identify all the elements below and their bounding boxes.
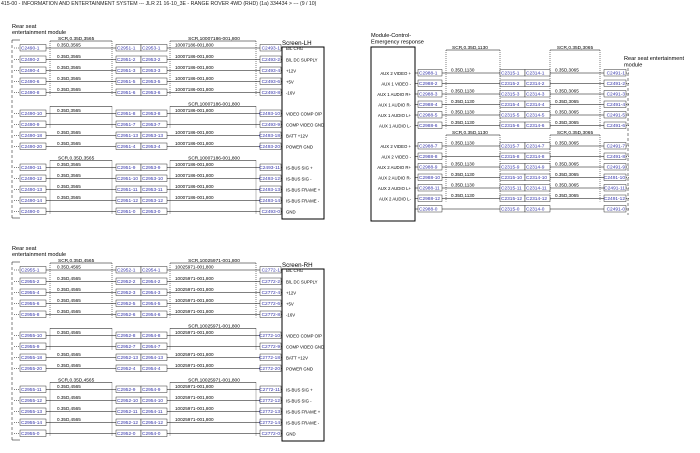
rh-wire-label: 0.35D,4565: [57, 330, 81, 336]
lh-scr-left-0: SCR,0.35D,3565: [58, 37, 95, 42]
aux-wire-label: 0.35D,3065: [555, 67, 579, 73]
rh-connector-left: C2955-10: [21, 333, 43, 339]
aux-connector-inline-a: C2315-3: [501, 92, 520, 98]
rh-wire-label: 0.35D,4565: [57, 298, 81, 304]
lh-wire-label: 10007186-001,800: [175, 108, 214, 114]
rh-connector-right: C2772-2: [261, 279, 280, 285]
lh-pin-function: IS-BUS SIG -: [286, 176, 312, 182]
lh-connector-left: C2490-9: [21, 122, 40, 128]
aux-connector-inline-b: C2314-8: [526, 154, 545, 160]
rh-wire-label: 10025971-001,800: [175, 406, 214, 412]
aux-connector-right: C2491-8: [606, 154, 625, 160]
lh-pin-function: IS-BUS FRAME -: [286, 198, 320, 204]
rh-connector-inline-b: C2954-9: [142, 387, 161, 393]
lh-connector-inline-a: C2951-0: [117, 209, 136, 215]
aux-left-title: Module-Control-: [371, 33, 412, 39]
aux-wire-label: 0.35D,3065: [555, 172, 579, 178]
lh-pin-function: +12V: [286, 68, 297, 74]
lh-wire-label: 0.35D,3565: [57, 162, 81, 168]
lh-scr-left-2: SCR,0.35D,3565: [58, 156, 95, 162]
lh-wire-label: 0.35D,3565: [57, 54, 81, 60]
aux-connector-inline-a: C2315-0: [501, 207, 520, 213]
aux-wire-label: 0.35D,3065: [555, 120, 579, 126]
lh-connector-inline-a: C2951-3: [117, 68, 136, 74]
rh-connector-inline-b: C2954-4: [142, 366, 161, 372]
aux-connector-inline-b: C2314-7: [526, 144, 545, 150]
lh-wire-label: 0.35D,3565: [57, 42, 81, 48]
lh-connector-inline-a: C2951-4: [117, 144, 136, 150]
aux-connector-left: C2988-9: [419, 165, 438, 171]
aux-connector-left: C2988-3: [419, 92, 438, 98]
rh-connector-right: C2772-14: [258, 420, 280, 426]
rh-connector-left: C2955-9: [21, 344, 40, 350]
lh-connector-left: C2490-10: [21, 111, 43, 117]
page-header: 415-00 - INFORMATION AND ENTERTAINMENT SYSTEM --- JLR 21 16-10_3E - RANGE ROVER 4WD (RHD) (1a) 334434 > --- (9 / 10): [1, 1, 317, 7]
lh-screen-title: Screen-LH: [282, 40, 312, 47]
rh-connector-inline-a: C2952-7: [117, 344, 136, 350]
aux-connector-inline-b: C2314-0: [526, 207, 545, 213]
lh-connector-left: C2490-8: [21, 90, 40, 96]
rh-pin-function: B/L CHG: [286, 268, 304, 273]
rh-connector-inline-b: C2954-3: [142, 290, 161, 296]
lh-connector-inline-b: C2953-2: [142, 57, 161, 63]
rh-wire-label: 10025971-001,800: [175, 384, 214, 390]
aux-connector-inline-b: C2314-3: [526, 92, 545, 98]
lh-connector-left: C2490-18: [21, 133, 43, 139]
aux-connector-right: C2491-5: [606, 113, 625, 119]
aux-connector-right: C2491-4: [606, 102, 625, 108]
rh-scr-right-0: SCR,10025971-001,800: [188, 259, 240, 264]
lh-connector-inline-b: C2953-12: [142, 198, 164, 204]
lh-connector-left: C2490-13: [21, 187, 43, 193]
aux-connector-left: C2988-4: [419, 102, 438, 108]
lh-pin-function: -16V: [286, 90, 296, 96]
aux-scr-left-1: SCR,0.35D,1130: [452, 131, 488, 136]
rh-scr-right-1: SCR,10025971-001,800: [188, 324, 240, 330]
lh-connector-inline-b: C2953-8: [142, 111, 161, 117]
rh-wire-label: 0.35D,4565: [57, 276, 81, 282]
aux-connector-inline-a: C2315-12: [501, 196, 523, 202]
rh-connector-right: C2772-10: [258, 333, 280, 339]
lh-connector-inline-a: C2951-5: [117, 79, 136, 85]
aux-pin-function: AUX 1 AUDIO L-: [379, 123, 411, 129]
rh-pin-function: +5V: [286, 301, 294, 307]
aux-connector-inline-a: C2315-4: [501, 102, 520, 108]
rh-pin-function: BATT +12V: [286, 355, 308, 361]
rh-connector-inline-b: C2954-12: [142, 420, 164, 426]
lh-wire-label: 10007186-001,800: [175, 195, 214, 201]
aux-connector-inline-a: C2315-9: [501, 165, 520, 171]
rh-connector-inline-b: C2954-11: [142, 409, 163, 415]
rh-pin-function: VIDEO COMP O/P: [286, 333, 322, 339]
aux-wire-label: 0.35D,3065: [555, 193, 579, 199]
lh-wire-label: 10007186-001,800: [175, 130, 214, 136]
lh-scr-right-2: SCR,10007186-001,800: [188, 156, 240, 162]
rh-connector-right: C2772-12: [258, 398, 280, 404]
aux-pin-function: AUX 2 AUDIO L-: [379, 196, 411, 202]
lh-connector-inline-b: C2953-6: [142, 90, 161, 96]
lh-connector-right: C2493-10: [258, 111, 280, 117]
lh-connector-right: C2493-13: [258, 187, 280, 193]
aux-connector-right: C2491-12: [603, 196, 625, 202]
lh-pin-function: B/L DC SUPPLY: [286, 57, 318, 63]
aux-connector-right: C2491-10: [603, 175, 625, 181]
aux-connector-inline-a: C2315-1: [501, 71, 520, 77]
lh-wire-label: 0.35D,3565: [57, 108, 81, 114]
rh-connector-inline-a: C2952-5: [117, 301, 136, 307]
lh-connector-right: C2493-14: [258, 198, 280, 204]
aux-wire-label: 0.35D,1130: [451, 182, 475, 188]
lh-scr-right-0: SCR,10007186-001,800: [188, 37, 240, 42]
aux-pin-function: AUX 2 AUDIO L+: [377, 186, 411, 191]
aux-connector-inline-b: C2314-5: [526, 113, 545, 119]
lh-connector-left: C2490-0: [21, 209, 40, 215]
lh-connector-inline-b: C2953-4: [142, 144, 161, 150]
rh-connector-left: C2955-0: [21, 431, 40, 437]
rh-connector-left: C2955-18: [21, 355, 43, 361]
aux-connector-inline-b: C2314-10: [526, 175, 548, 181]
lh-connector-left: C2490-2: [21, 57, 40, 63]
lh-connector-right: C2493-8: [261, 90, 280, 96]
lh-wire-label: 0.35D,3565: [57, 65, 81, 71]
aux-wire-label: 0.35D,1130: [451, 172, 475, 178]
rh-connector-left: C2955-8: [21, 312, 40, 318]
rh-connector-inline-a: C2952-0: [117, 431, 136, 437]
aux-connector-right: C2491-2: [606, 81, 625, 87]
lh-wire-label: 0.35D,3565: [57, 87, 81, 93]
rh-wire-label: 10025971-001,800: [175, 298, 214, 304]
lh-wire-label: 0.35D,3565: [57, 195, 81, 201]
lh-connector-inline-a: C2951-13: [117, 133, 139, 139]
rh-wire-label: 0.35D,4565: [57, 309, 81, 315]
rh-connector-inline-a: C2952-8: [117, 333, 136, 339]
aux-connector-inline-a: C2315-11: [501, 186, 522, 192]
lh-connector-inline-b: C2953-3: [142, 68, 161, 74]
lh-wire-label: 0.35D,3565: [57, 173, 81, 179]
lh-wire-label: 0.35D,3565: [57, 130, 81, 136]
rh-pin-function: IS-BUS SIG +: [286, 387, 313, 393]
rh-wire-label: 10025971-001,800: [175, 417, 214, 423]
lh-wire-label: 10007186-001,800: [175, 184, 214, 190]
lh-connector-right: C2493-2: [261, 57, 280, 63]
rh-connector-inline-a: C2952-11: [117, 409, 138, 415]
aux-scr-left-0: SCR,0.35D,1130: [452, 46, 488, 51]
aux-wire-label: 0.35D,1130: [451, 109, 475, 115]
rh-connector-right: C2772-4: [261, 290, 280, 296]
lh-pin-function: POWER GND: [286, 144, 313, 150]
rh-pin-function: +12V: [286, 290, 297, 296]
aux-connector-right: C2491-7: [606, 144, 625, 150]
lh-pin-function: +5V: [286, 79, 294, 85]
rh-wire-label: 0.35D,4565: [57, 395, 81, 401]
rh-wire-label: 0.35D,4565: [57, 352, 81, 358]
rh-wire-label: 10025971-001,800: [175, 352, 214, 358]
rh-wire-label: 10025971-001,800: [175, 264, 214, 270]
rh-pin-function: IS-BUS FRAME +: [286, 409, 321, 415]
lh-wire-label: 0.35D,3565: [57, 76, 81, 82]
aux-right-title: Rear seat entertainment: [624, 56, 685, 62]
rh-connector-inline-b: C2954-13: [142, 355, 164, 361]
rh-connector-inline-a: C2952-10: [117, 398, 139, 404]
aux-wire-label: 0.35D,1130: [451, 140, 475, 146]
rh-connector-right: C2772-13: [258, 409, 280, 415]
lh-module-title: entertainment module: [12, 30, 67, 37]
rh-connector-inline-b: C2954-1: [142, 268, 161, 274]
lh-connector-right: C2493-18: [258, 133, 280, 139]
aux-left-title-2: Emergency response: [371, 39, 424, 46]
lh-connector-inline-b: C2953-11: [142, 187, 163, 193]
rh-wire-label: 0.35D,4565: [57, 264, 81, 270]
rh-connector-right: C2772-0: [261, 431, 280, 437]
aux-connector-inline-a: C2315-10: [501, 175, 523, 181]
lh-pin-function: VIDEO COMP O/P: [286, 111, 322, 117]
aux-connector-left: C2988-0: [419, 207, 438, 213]
aux-wire-label: 0.35D,3065: [555, 161, 579, 167]
lh-connector-inline-a: C2951-9: [117, 165, 136, 171]
rh-pin-function: COMP VIDEO GND: [286, 344, 325, 350]
aux-connector-inline-a: C2315-5: [501, 113, 520, 119]
rh-wire-label: 0.35D,4565: [57, 384, 81, 390]
aux-connector-inline-b: C2314-6: [526, 123, 545, 129]
lh-connector-inline-b: C2953-7: [142, 122, 161, 128]
rh-module-title: entertainment module: [12, 252, 67, 259]
rh-connector-inline-a: C2952-12: [117, 420, 139, 426]
lh-connector-right: C2493-6: [261, 79, 280, 85]
aux-pin-function: AUX 1 AUDIO L+: [377, 113, 411, 118]
aux-pin-function: AUX 2 VIDEO -: [381, 154, 411, 160]
aux-scr-right-0: SCR,0.35D,3065: [556, 46, 594, 51]
aux-connector-right: C2491-6: [606, 123, 625, 129]
rh-connector-left: C2955-14: [21, 420, 43, 426]
rh-wire-label: 0.35D,4565: [57, 287, 81, 293]
aux-wire-label: 0.35D,3065: [555, 109, 579, 115]
aux-connector-right: C2491-11: [604, 186, 625, 192]
aux-connector-left: C2988-11: [419, 186, 440, 192]
aux-connector-inline-a: C2315-7: [501, 144, 520, 150]
aux-right-title-2: module: [624, 62, 643, 69]
rh-connector-inline-a: C2952-9: [117, 387, 136, 393]
rh-wire-label: 10025971-001,800: [175, 363, 214, 369]
aux-connector-inline-a: C2315-8: [501, 154, 520, 160]
aux-connector-left: C2988-10: [419, 175, 441, 181]
aux-connector-right: C2491-0: [606, 207, 625, 213]
lh-connector-inline-a: C2951-7: [117, 122, 136, 128]
aux-wire-label: 0.35D,1130: [451, 88, 475, 94]
aux-scr-right-1: SCR,0.35D,3065: [556, 131, 594, 136]
rh-wire-label: 0.35D,4565: [57, 363, 81, 369]
rh-connector-inline-b: C2954-5: [142, 301, 161, 307]
lh-module-title: Rear seat: [12, 24, 37, 30]
rh-wire-label: 0.35D,4565: [57, 417, 81, 423]
aux-connector-inline-a: C2315-6: [501, 123, 520, 129]
aux-connector-left: C2988-2: [419, 81, 438, 87]
aux-wire-label: 0.35D,1130: [451, 67, 475, 73]
rh-pin-function: -16V: [286, 312, 296, 318]
rh-pin-function: IS-BUS SIG -: [286, 398, 312, 404]
aux-pin-function: AUX 2 VIDEO +: [380, 71, 411, 76]
lh-connector-inline-a: C2951-8: [117, 111, 136, 117]
lh-wire-label: 10007186-001,800: [175, 54, 214, 60]
lh-pin-function: B/L CHG: [286, 46, 304, 51]
lh-connector-right: C2493-20: [258, 144, 280, 150]
rh-connector-inline-b: C2954-7: [142, 344, 161, 350]
aux-connector-inline-b: C2314-4: [526, 102, 545, 108]
aux-connector-inline-b: C2314-9: [526, 165, 545, 171]
aux-connector-inline-b: C2314-11: [526, 186, 547, 192]
rh-connector-right: C2772-11: [259, 387, 280, 393]
lh-connector-right: C2493-9: [261, 122, 280, 128]
lh-wire-label: 10007186-001,800: [175, 42, 214, 48]
aux-pin-function: AUX 1 AUDIO R-: [378, 102, 411, 108]
rh-connector-inline-a: C2952-4: [117, 366, 136, 372]
rh-connector-right: C2772-20: [258, 366, 280, 372]
lh-connector-right: C2493-12: [258, 176, 280, 182]
aux-connector-right: C2491-9: [606, 165, 625, 171]
rh-connector-left: C2955-12: [21, 398, 43, 404]
lh-pin-function: COMP VIDEO GND: [286, 122, 325, 128]
rh-scr-left-2: SCR,0.35D,4565: [58, 378, 95, 384]
aux-connector-left: C2988-12: [419, 196, 441, 202]
lh-connector-right: C2493-11: [259, 165, 280, 171]
aux-connector-inline-b: C2314-12: [526, 196, 548, 202]
lh-connector-inline-b: C2953-10: [142, 176, 164, 182]
rh-scr-left-0: SCR,0.35D,4565: [58, 259, 95, 264]
rh-connector-left: C2955-6: [21, 301, 40, 307]
rh-connector-right: C2772-8: [261, 312, 280, 318]
lh-connector-inline-b: C2953-5: [142, 79, 161, 85]
lh-connector-inline-b: C2953-13: [142, 133, 164, 139]
aux-pin-function: AUX 1 AUDIO R+: [377, 92, 411, 97]
rh-wire-label: 10025971-001,800: [175, 330, 214, 336]
lh-wire-label: 0.35D,3565: [57, 184, 81, 190]
rh-connector-left: C2955-11: [21, 387, 42, 393]
lh-wire-label: 10007186-001,800: [175, 87, 214, 93]
aux-connector-left: C2988-8: [419, 154, 438, 160]
rh-screen-title: Screen-RH: [282, 262, 313, 269]
lh-connector-inline-a: C2951-11: [117, 187, 138, 193]
rh-wire-label: 10025971-001,800: [175, 276, 214, 282]
aux-pin-function: AUX 2 VIDEO +: [380, 144, 411, 149]
lh-connector-left: C2490-14: [21, 198, 43, 204]
aux-wire-label: 0.35D,1130: [451, 161, 475, 167]
lh-connector-right: C2493-4: [261, 68, 280, 74]
rh-connector-left: C2955-1: [21, 268, 40, 274]
aux-wire-label: 0.35D,3065: [555, 99, 579, 105]
rh-pin-function: B/L DC SUPPLY: [286, 279, 318, 285]
aux-connector-left: C2988-6: [419, 123, 438, 129]
rh-wire-label: 0.35D,4565: [57, 406, 81, 412]
aux-pin-function: AUX 2 AUDIO R+: [377, 165, 411, 170]
rh-connector-inline-b: C2954-10: [142, 398, 164, 404]
aux-wire-label: 0.35D,1130: [451, 99, 475, 105]
rh-connector-left: C2955-13: [21, 409, 43, 415]
rh-connector-inline-a: C2952-13: [117, 355, 139, 361]
aux-connector-right: C2491-3: [606, 92, 625, 98]
lh-connector-left: C2490-20: [21, 144, 43, 150]
lh-connector-left: C2490-11: [21, 165, 42, 171]
lh-connector-right: C2493-0: [261, 209, 280, 215]
rh-wire-label: 10025971-001,800: [175, 309, 214, 315]
lh-wire-label: 10007186-001,800: [175, 173, 214, 179]
rh-connector-left: C2955-2: [21, 279, 40, 285]
lh-connector-inline-a: C2951-6: [117, 90, 136, 96]
rh-connector-right: C2772-6: [261, 301, 280, 307]
rh-connector-inline-b: C2954-8: [142, 333, 161, 339]
rh-wire-label: 10025971-001,800: [175, 287, 214, 293]
lh-connector-inline-b: C2953-1: [142, 46, 161, 52]
rh-connector-inline-b: C2954-2: [142, 279, 161, 285]
aux-wire-label: 0.35D,3065: [555, 140, 579, 146]
rh-connector-right: C2772-1: [261, 268, 280, 274]
lh-connector-left: C2490-6: [21, 79, 40, 85]
lh-connector-inline-a: C2951-1: [117, 46, 136, 52]
lh-connector-left: C2490-12: [21, 176, 43, 182]
rh-connector-left: C2955-4: [21, 290, 40, 296]
aux-pin-function: AUX 1 VIDEO -: [381, 81, 411, 87]
lh-wire-label: 0.35D,3565: [57, 141, 81, 147]
aux-connector-inline-b: C2314-2: [526, 81, 545, 87]
lh-wire-label: 10007186-001,800: [175, 65, 214, 71]
rh-connector-left: C2955-20: [21, 366, 43, 372]
rh-connector-inline-a: C2952-1: [117, 268, 136, 274]
rh-scr-right-2: SCR,10025971-001,800: [188, 378, 240, 384]
rh-connector-inline-a: C2952-3: [117, 290, 136, 296]
rh-connector-right: C2772-18: [258, 355, 280, 361]
lh-connector-inline-b: C2953-0: [142, 209, 161, 215]
aux-connector-left: C2988-7: [419, 144, 438, 150]
rh-connector-right: C2772-9: [261, 344, 280, 350]
lh-pin-function: IS-BUS FRAME +: [286, 187, 321, 193]
rh-pin-function: POWER GND: [286, 366, 313, 372]
lh-connector-inline-a: C2951-2: [117, 57, 136, 63]
aux-pin-function: AUX 2 AUDIO R-: [378, 175, 411, 181]
lh-pin-function: GND: [286, 209, 296, 215]
rh-module-title: Rear seat: [12, 246, 37, 252]
aux-wire-label: 0.35D,1130: [451, 120, 475, 126]
lh-wire-label: 10007186-001,800: [175, 76, 214, 82]
lh-pin-function: BATT +12V: [286, 133, 308, 139]
aux-connector-left: C2988-5: [419, 113, 438, 119]
lh-connector-right: C2493-1: [261, 46, 280, 52]
rh-connector-inline-b: C2954-0: [142, 431, 161, 437]
lh-pin-function: IS-BUS SIG +: [286, 165, 313, 171]
lh-wire-label: 10007186-001,800: [175, 141, 214, 147]
aux-connector-right: C2491-1: [606, 71, 625, 77]
lh-connector-left: C2490-4: [21, 68, 40, 74]
aux-wire-label: 0.35D,3065: [555, 88, 579, 94]
lh-scr-right-1: SCR,10007186-001,800: [188, 102, 240, 108]
lh-wire-label: 10007186-001,800: [175, 162, 214, 168]
rh-pin-function: GND: [286, 431, 296, 437]
aux-wire-label: 0.35D,3065: [555, 182, 579, 188]
lh-connector-left: C2490-1: [21, 46, 40, 52]
aux-connector-inline-a: C2315-2: [501, 81, 520, 87]
rh-connector-inline-a: C2952-2: [117, 279, 136, 285]
rh-pin-function: IS-BUS FRAME -: [286, 420, 320, 426]
aux-wire-label: 0.35D,1130: [451, 193, 475, 199]
lh-connector-inline-a: C2951-12: [117, 198, 139, 204]
lh-connector-inline-b: C2953-9: [142, 165, 161, 171]
rh-connector-inline-a: C2952-6: [117, 312, 136, 318]
rh-connector-inline-b: C2954-6: [142, 312, 161, 318]
lh-connector-inline-a: C2951-10: [117, 176, 139, 182]
aux-connector-left: C2988-1: [419, 71, 438, 77]
aux-connector-inline-b: C2314-1: [526, 71, 545, 77]
rh-wire-label: 10025971-001,800: [175, 395, 214, 401]
